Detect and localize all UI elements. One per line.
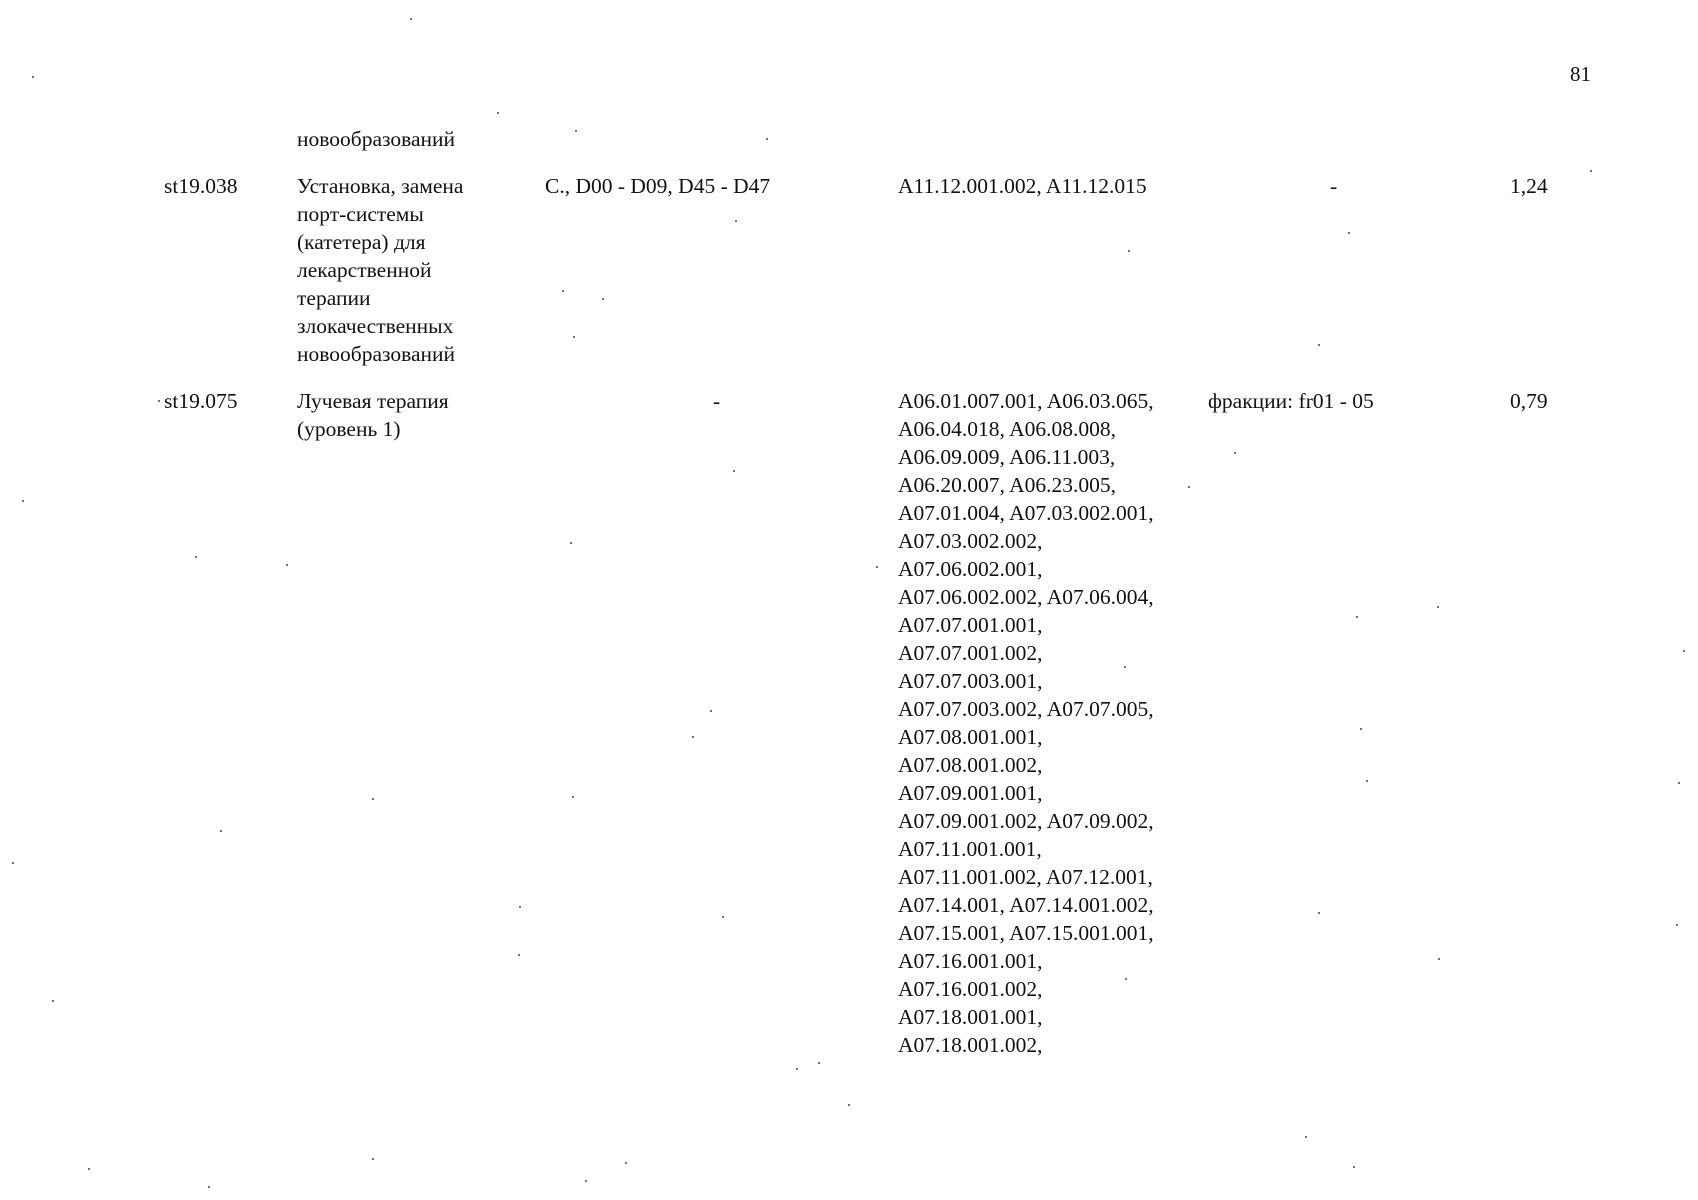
service-line: A07.08.001.002, bbox=[898, 753, 1043, 777]
row-coefficient: 1,24 bbox=[1510, 174, 1548, 198]
row-services bbox=[898, 387, 1218, 1059]
row-criteria: - bbox=[1330, 174, 1338, 198]
service-line: A07.06.002.002, A07.06.004, bbox=[898, 585, 1154, 609]
row-name bbox=[297, 172, 507, 368]
row-criteria: фракции: fr01 - 05 bbox=[1208, 389, 1374, 413]
row-code: st19.038 bbox=[164, 174, 238, 198]
name-line: порт-системы bbox=[297, 202, 424, 226]
name-line: (катетера) для bbox=[297, 230, 426, 254]
service-line: A07.15.001, A07.15.001.001, bbox=[898, 921, 1154, 945]
row-name bbox=[297, 387, 507, 443]
service-line: A07.18.001.002, bbox=[898, 1033, 1043, 1057]
name-line: новообразований bbox=[297, 127, 456, 151]
name-line: лекарственной bbox=[297, 258, 432, 282]
name-line: терапии bbox=[297, 286, 371, 310]
service-line: A07.06.002.001, bbox=[898, 557, 1043, 581]
service-line: A07.09.001.001, bbox=[898, 781, 1043, 805]
service-line: A07.01.004, A07.03.002.001, bbox=[898, 501, 1154, 525]
service-line: A06.01.007.001, A06.03.065, bbox=[898, 389, 1154, 413]
service-line: A07.07.003.001, bbox=[898, 669, 1043, 693]
row-code: st19.075 bbox=[164, 389, 238, 413]
row-diagnoses: - bbox=[713, 389, 721, 413]
name-line: Установка, замена bbox=[297, 174, 464, 198]
service-line: A07.07.003.002, A07.07.005, bbox=[898, 697, 1154, 721]
service-line: A07.09.001.002, A07.09.002, bbox=[898, 809, 1154, 833]
row-diagnoses: C., D00 - D09, D45 - D47 bbox=[545, 174, 771, 198]
service-line: A07.14.001, A07.14.001.002, bbox=[898, 893, 1154, 917]
name-line: Лучевая терапия bbox=[297, 389, 449, 413]
service-line: A06.09.009, A06.11.003, bbox=[898, 445, 1116, 469]
service-line: A07.16.001.002, bbox=[898, 977, 1043, 1001]
row-coefficient: 0,79 bbox=[1510, 389, 1548, 413]
name-line: новообразований bbox=[297, 342, 456, 366]
page-number: 81 bbox=[1570, 62, 1591, 86]
service-line: A07.16.001.001, bbox=[898, 949, 1043, 973]
name-line: (уровень 1) bbox=[297, 417, 401, 441]
service-line: A11.12.001.002, A11.12.015 bbox=[898, 174, 1147, 198]
service-line: A07.08.001.001, bbox=[898, 725, 1043, 749]
service-line: A07.18.001.001, bbox=[898, 1005, 1043, 1029]
service-line: A07.11.001.002, A07.12.001, bbox=[898, 865, 1153, 889]
service-line: A06.20.007, A06.23.005, bbox=[898, 473, 1116, 497]
service-line: A07.11.001.001, bbox=[898, 837, 1042, 861]
service-line: A06.04.018, A06.08.008, bbox=[898, 417, 1116, 441]
continued-row-name bbox=[297, 127, 455, 152]
service-line: A07.03.002.002, bbox=[898, 529, 1043, 553]
row-services bbox=[898, 172, 1218, 200]
name-line: злокачественных bbox=[297, 314, 454, 338]
service-line: A07.07.001.001, bbox=[898, 613, 1043, 637]
service-line: A07.07.001.002, bbox=[898, 641, 1043, 665]
